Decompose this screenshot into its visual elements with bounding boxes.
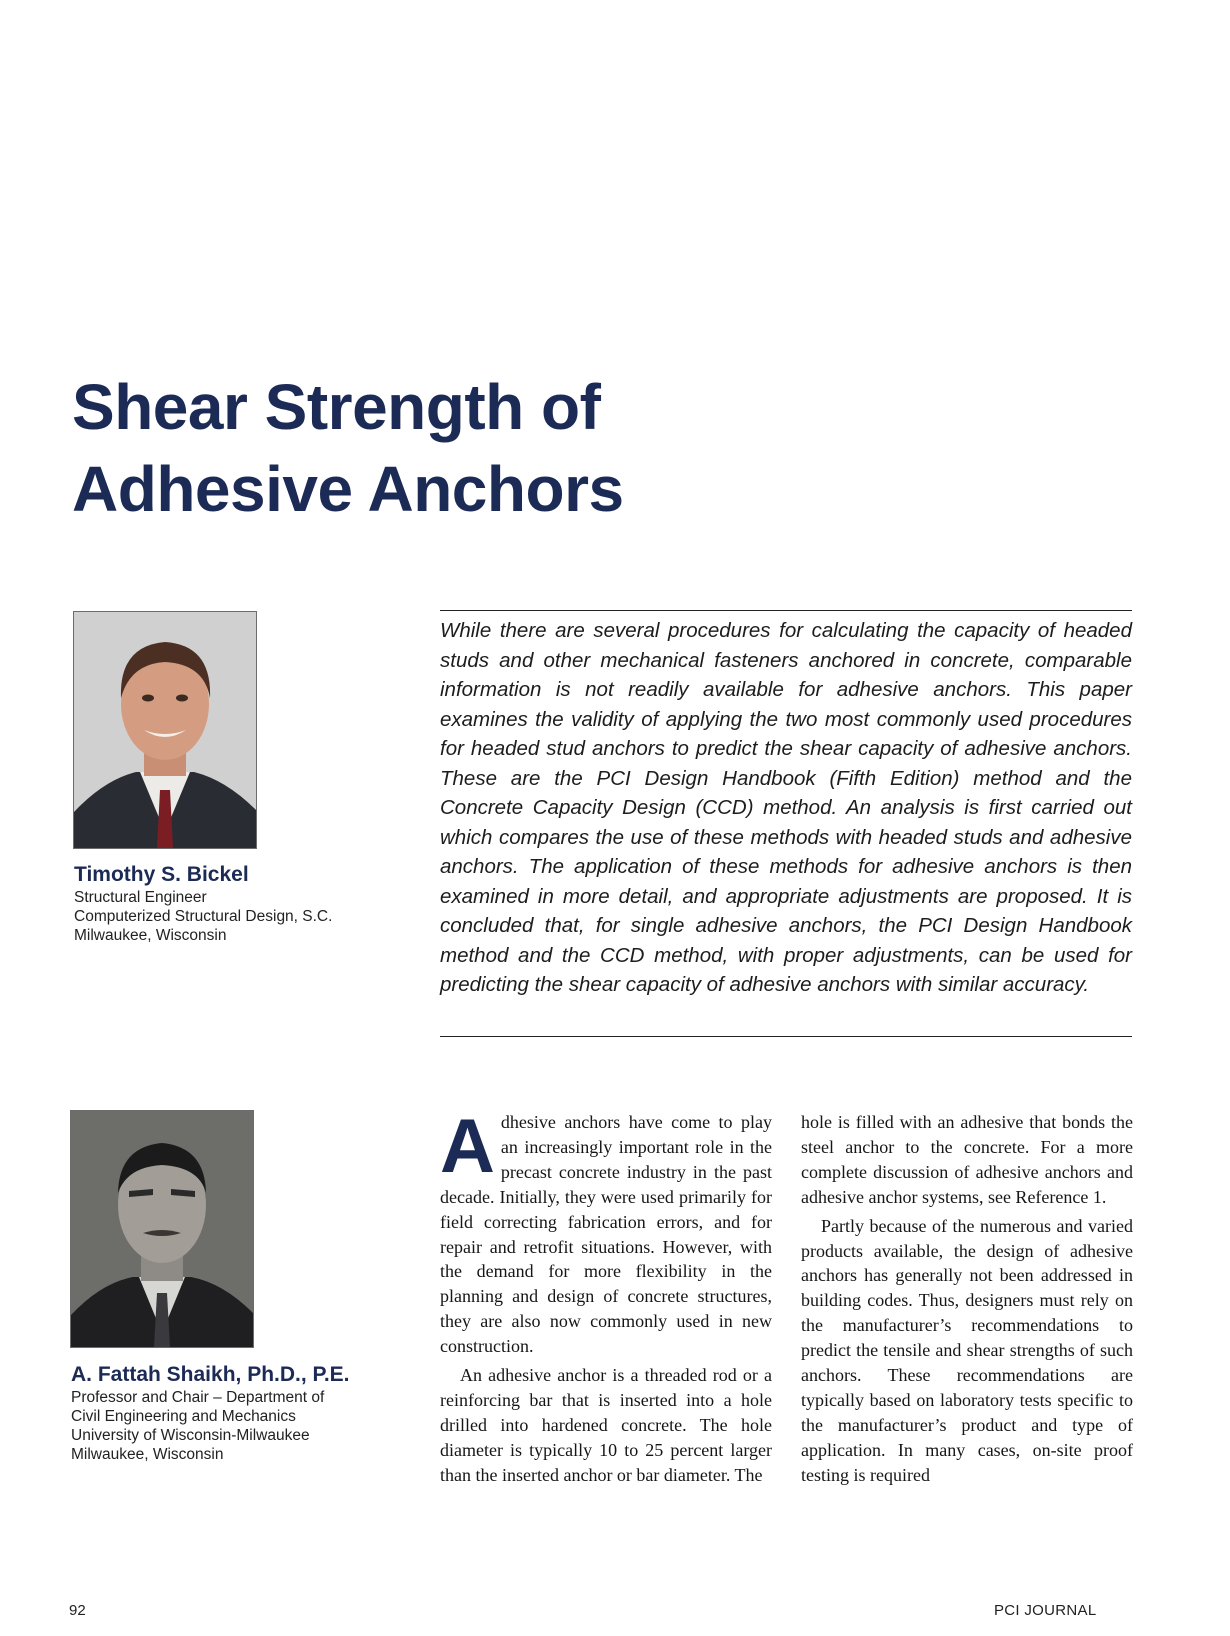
body-paragraph (440, 1104, 772, 1359)
author-location: Milwaukee, Wisconsin (71, 1446, 224, 1463)
abstract: While there are several procedures for calculating the capacity of headed studs and other mechanical fasteners anchored in concrete, comparable information is not readily available for adhesive anchors. This paper examines the validity of applying the two most commonly used procedures for headed stud anchors to predict the shear capacity of adhesive anchors. These are the PCI Design Handbook (Fifth Edition) method and the Concrete Capacity Design (CCD) method. An analysis is first carried out which compares the use of these methods with headed studs and adhesive anchors. The application of these methods for adhesive anchors is then examined in more detail, and appropriate adjustments are proposed. It is concluded that, for single adhesive anchors, the PCI Design Handbook method and the CCD method, with proper adjustments, can be used for predicting the shear capacity of adhesive anchors with similar accuracy. (440, 619, 1132, 996)
author-department: Civil Engineering and Mechanics (71, 1408, 296, 1425)
author-photo-shaikh (70, 1110, 254, 1348)
abstract-top-rule (440, 610, 1132, 611)
author-location: Milwaukee, Wisconsin (74, 927, 227, 944)
author-block-bickel (74, 862, 332, 945)
journal-name: PCI JOURNAL (994, 1602, 1097, 1619)
title-line-2: Adhesive Anchors (72, 453, 624, 525)
page-number: 92 (69, 1602, 86, 1619)
body-column-1 (440, 1104, 772, 1492)
body-paragraph: Partly because of the numerous and varied products available, the design of adhesive anchors has generally not been addressed in building codes. Thus, designers must rely on the manufacturer’s recommendations to predict the tensile and shear strengths of such anchors. These recommendations are typically based on laboratory tests specific to the manufacturer’s product and type of application. In many cases, on-site proof testing is required (801, 1215, 1133, 1485)
paragraph-text: dhesive anchors have come to play an increasingly important role in the precast concrete industry in the past decade. Initially, they were used primarily for field correcting fabrication errors, and for repair and retrofit situations. However, with the demand for more flexibility in the planning and design of concrete structures, they are also now commonly used in new construction. (440, 1112, 772, 1357)
body-paragraph: An adhesive anchor is a threaded rod or a reinforcing bar that is inserted into a hole drilled into hardened concrete. The hole diameter is typically 10 to 25 percent larger than the inserted anchor or bar diameter. The (440, 1365, 772, 1485)
author-title: Structural Engineer (74, 889, 207, 906)
body-column-2 (801, 1110, 1133, 1492)
author-block-shaikh (71, 1362, 350, 1464)
author-photo-bickel (73, 611, 257, 849)
author-name: Timothy S. Bickel (74, 863, 249, 886)
article-title (72, 366, 624, 530)
drop-cap: A (440, 1104, 495, 1189)
author-title: Professor and Chair – Department of (71, 1389, 325, 1406)
author-affiliation: Computerized Structural Design, S.C. (74, 908, 333, 925)
body-paragraph: hole is filled with an adhesive that bonds the steel anchor to the concrete. For a more complete discussion of adhesive anchors and adhesive anchor systems, see Reference 1. (801, 1112, 1133, 1207)
abstract-bottom-rule (440, 1036, 1132, 1037)
title-line-1: Shear Strength of (72, 371, 601, 443)
author-name: A. Fattah Shaikh, Ph.D., P.E. (71, 1363, 350, 1386)
author-affiliation: University of Wisconsin-Milwaukee (71, 1427, 310, 1444)
